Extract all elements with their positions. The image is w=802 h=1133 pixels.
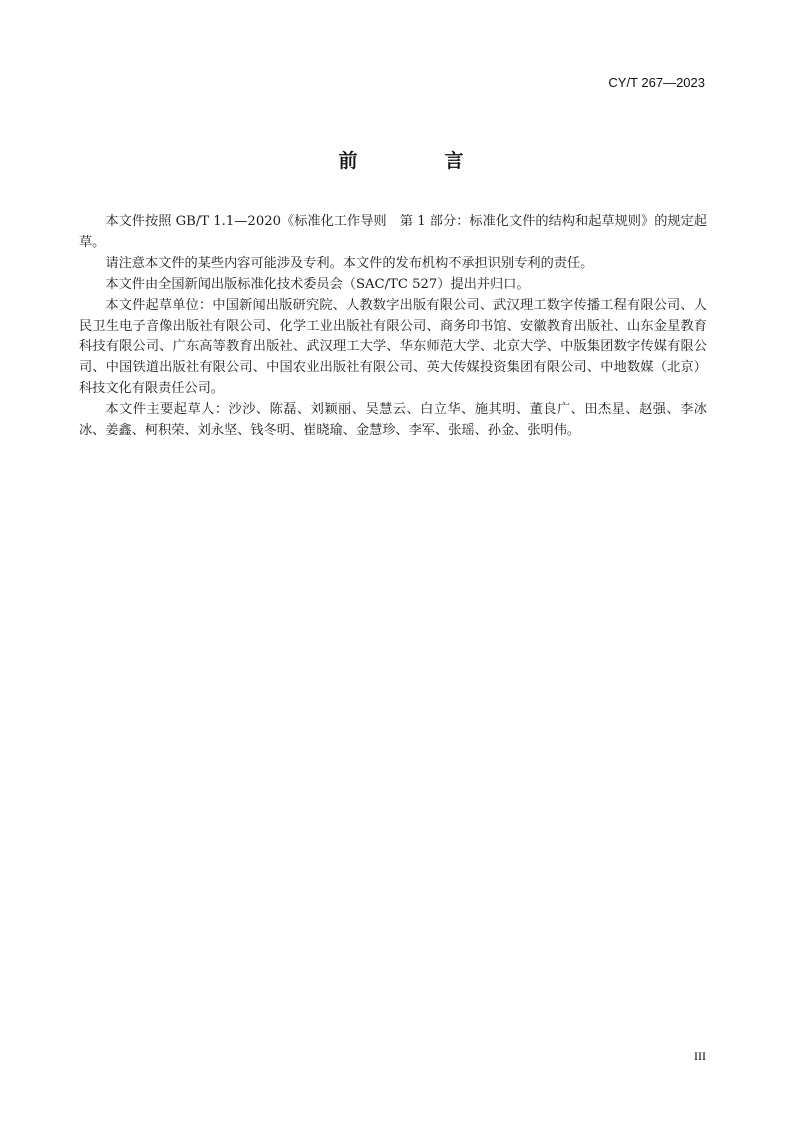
foreword-body — [79, 212, 707, 442]
paragraph-patent-notice: 请注意本文件的某些内容可能涉及专利。本文件的发布机构不承担识别专利的责任。 — [105, 255, 594, 271]
paragraph-drafting-rules: 本文件按照 GB/T 1.1—2020《标准化工作导则 第 1 部分：标准化文件的结构和起草规则》的规定起草。 — [79, 214, 707, 250]
section-title: 前 言 — [338, 150, 498, 172]
paragraph-committee: 本文件由全国新闻出版标准化技术委员会（SAC/TC 527）提出并归口。 — [105, 276, 530, 292]
paragraph-drafters: 本文件主要起草人：沙沙、陈磊、刘颖丽、吴慧云、白立华、施其明、董良广、田杰星、赵强、李冰冰、姜鑫、柯积荣、刘永坚、钱冬明、崔晓瑜、金慧珍、李军、张瑶、孙金、张明伟。 — [79, 402, 707, 439]
paragraph-drafting-units: 本文件起草单位：中国新闻出版研究院、人教数字出版有限公司、武汉理工数字传播工程有限公司、人民卫生电子音像出版社有限公司、化学工业出版社有限公司、商务印书馆、安徽教育出版社、山东金星教育科技有限公司、广东高等教育出版社、武汉理工大学、华东师范大学、北京大学、中版集团数字传媒有限公司、中国铁道出版社有限公司、中国农业出版社有限公司、英大传媒投资集团有限公司、中地数媒（北京）科技文化有限责任公司。 — [79, 297, 707, 397]
page-number: III — [694, 1049, 706, 1063]
standard-code: CY/T 267—2023 — [608, 75, 705, 90]
